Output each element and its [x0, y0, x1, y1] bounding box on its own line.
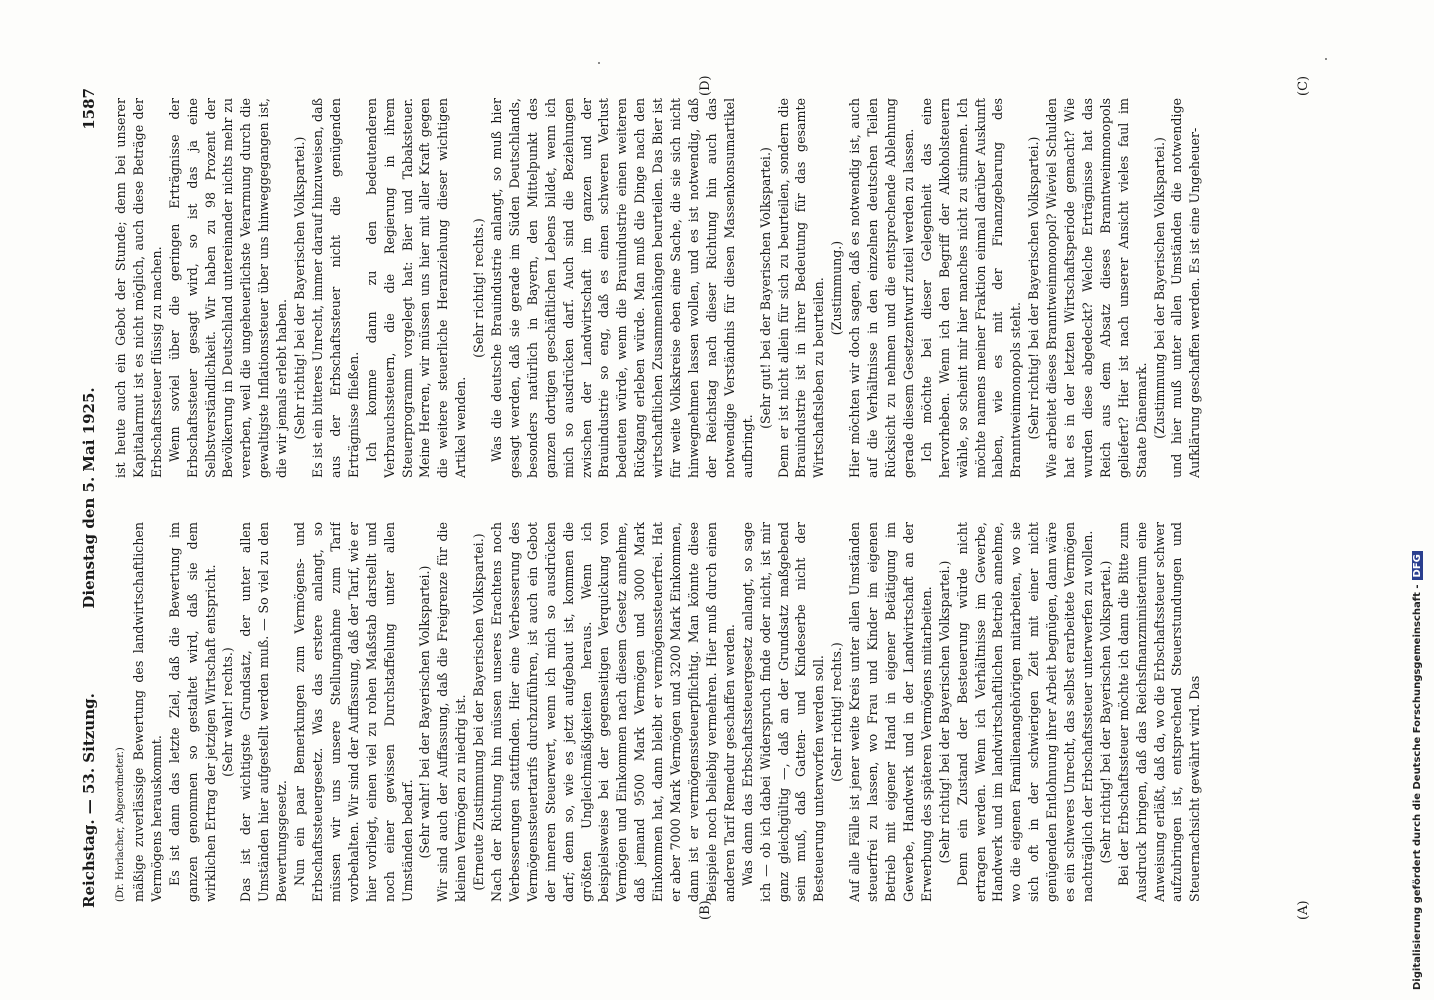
paragraph: Was dann das Erbschaftssteuergesetz anlangt, so sage ich — ob ich dabei Widerspruch finde oder nicht, ist mir ganz gleichgültig —, daß an der Grundsatz maßgebend sein muß, daß Gatten- und Kindeserbe nicht der Besteuerung unterworfen werden soll.: [739, 522, 827, 902]
paragraph: Was die deutsche Brauindustrie anlangt, so muß hier gesagt werden, daß sie gerade im Süden Deutschlands, besonders natürlich in Bayern, den Mittelpunkt des ganzen dortigen geschäftlichen Lebens bildet, wenn ich mich so ausdrücken darf. Auch sind die Beziehungen zwischen der Landwirtschaft im ganzen und der Brauindustrie so eng, daß es einen schweren Verlust bedeuten würde, wenn die Brauindustrie einen weiteren Rückgang erleben würde. Man muß die Dinge nach den wirtschaftlichen Zusammenhängen beurteilen. Das Bier ist für weite Volkskreise eben eine Sache, die sie sich nicht hinwegnehmen lassen wollen, und es ist notwendig, daß der Reichstag nach dieser Richtung hin auch das notwendige Verständnis für diesen Massenkonsumartikel aufbringt.: [489, 98, 755, 478]
rotated-page: [78, 75, 1358, 920]
paragraph: mäßige zuverlässige Bewertung des landwirtschaftlichen Vermögens herauskommt.: [130, 522, 164, 902]
interjection: (Sehr richtig! rechts.): [471, 218, 487, 358]
margin-mark-c: (C): [1296, 75, 1311, 96]
interjection: (Sehr richtig! bei der Bayerischen Volkspartei.): [1097, 560, 1113, 864]
paragraph: Wie arbeitet dieses Branntweinmonopol? Wieviel Schulden hat es in der letzten Wirtschaftsperiode gemacht? Wie wurden diese abgedeckt? Welche Erträgnisse hat das Reich aus dem Absatz dieses Branntweinmonopols geliefert? Hier ist nach unserer Ansicht vieles faul im Staate Dänemark.: [1044, 98, 1149, 478]
paragraph: Nun ein paar Bemerkungen zum Vermögens- und Erbschaftssteuergesetz. Was das erstere anlangt, so müssen wir uns unsere Stellungnahme zum Tarif vorbehalten. Wir sind der Auffassung, daß der Tarif, wie er hier vorliegt, einen viel zu rohen Maßstab darstellt und noch einer gewissen Durchstaffelung unter allen Umständen bedarf.: [292, 522, 415, 902]
text-column-right: [112, 98, 1332, 478]
margin-mark-b: (B): [698, 900, 713, 920]
paragraph: Nach der Richtung hin müssen unseres Erachtens noch Verbesserungen stattfinden. Hier eine Verbesserung des Vermögenssteuertarifs durchzuführen, ist auch ein Gebot der inneren Steuerwert, wenn ich mich so ausdrücken darf; denn so, wie es jetzt aufgebaut ist, kommen die größten Ungleichmäßigkeiten heraus. Wenn ich beispielsweise bei der gegenseitigen Verquickung von Vermögen und Einkommen nach diesem Gesetz annehme, daß jemand 9500 Mark Vermögen und 3000 Mark Einkommen hat, dann bleibt er vermögenssteuerfrei. Hat er aber 7000 Mark Vermögen und 3200 Mark Einkommen, dann ist er vermögenssteuerpflichtig. Man könnte diese Beispiele noch beliebig vermehren. Hier muß durch einen anderen Tarif Remedur geschaffen werden.: [489, 522, 737, 902]
paragraph: Ich möchte bei dieser Gelegenheit das eine hervorheben. Wenn ich den Begriff der Alkoholsteuern wähle, so scheint mir hier manches nicht zu stimmen. Ich möchte namens meiner Fraktion einmal darüber Auskunft haben, wie es mit der Finanzgebarung des Branntweinmonopols steht.: [918, 98, 1024, 478]
interjection: (Sehr richtig! rechts.): [829, 642, 845, 782]
page-number: 1587: [80, 88, 98, 130]
digitization-credit: [1412, 30, 1423, 990]
interjection: (Sehr richtig! bei der Bayerischen Volkspartei.): [292, 136, 308, 440]
paragraph: Wir sind auch der Auffassung, daß die Freigrenze für die kleinen Vermögen zu niedrig ist.: [435, 522, 469, 902]
paragraph: (Dr. Horlacher, Abgeordneter.): [115, 747, 126, 902]
text-column-left: [112, 522, 1332, 902]
interjection: (Sehr gut! bei der Bayerischen Volkspartei.): [757, 147, 773, 429]
scan-speck: [1325, 58, 1327, 60]
interjection: (Zustimmung.): [829, 240, 845, 336]
paragraph: Es ist ein bitteres Unrecht, immer darauf hinzuweisen, daß aus der Erbschaftssteuer nicht die genügenden Erträgnisse fließen.: [309, 98, 361, 478]
paragraph: und hier muß unter allen Umständen die notwendige Aufklärung geschaffen werden. Es ist eine Ungeheuer-: [1169, 98, 1203, 478]
page-header: [78, 78, 104, 918]
paragraph: Denn er ist nicht allein für sich zu beurteilen, sondern die Brauindustrie ist in ihrer Bedeutung für das gesamte Wirtschaftsleben zu beurteilen.: [775, 98, 827, 478]
paragraph: Ich komme dann zu den bedeutenderen Verbrauchssteuern, die die Regierung in ihrem Steuerprogramm vorgelegt hat: Bier und Tabaksteuer. Meine Herren, wir müssen uns hier mit aller Kraft gegen die weitere steuerliche Heranziehung dieser wichtigen Artikel wenden.: [363, 98, 469, 478]
header-left: Reichstag. — 53. Sitzung.: [80, 693, 98, 908]
paragraph: Bei der Erbschaftssteuer möchte ich dann die Bitte zum Ausdruck bringen, daß das Reichsfinanzministerium eine Anweisung erläßt, daß da, wo die Erbschaftssteuer schwer aufzubringen ist, entsprechend Steuerstundungen und Steuernachsicht gewährt wird. Das: [1115, 522, 1203, 902]
interjection: (Sehr richtig! bei der Bayerischen Volkspartei.): [1026, 136, 1042, 440]
paragraph: Wenn soviel über die geringen Erträgnisse der Erbschaftssteuer gesagt wird, so ist das ja eine Selbstverständlichkeit. Wir haben zu 98 Prozent der Bevölkerung in Deutschland untereinander nichts mehr zu vererben, weil die ungeheuerlichste Verarmung durch die gewaltigste Inflationssteuer über uns hinweggegangen ist, die wir jemals erlebt haben.: [166, 98, 290, 478]
paragraph: Das ist der wichtigste Grundsatz, der unter allen Umständen hier aufgestellt werden muß. — So viel zu den Bewertungsgesetz.: [238, 522, 290, 902]
paragraph: Hier möchten wir doch sagen, daß es notwendig ist, auch auf die Verhältnisse in den einzelnen deutschen Teilen Rücksicht zu nehmen und die entsprechende Ablehnung gerade diesem Gesetzentwurf zuteil werden zu lassen.: [847, 98, 916, 478]
margin-mark-a: (A): [1296, 900, 1311, 920]
interjection: (Sehr richtig! bei der Bayerischen Volkspartei.): [936, 560, 952, 864]
paragraph: Denn ein Zustand der Besteuerung würde nicht ertragen werden. Wenn ich Verhältnisse im Gewerbe, Handwerk und im landwirtschaftlichen Betrieb annehme, wo die eigenen Familienangehörigen mitarbeiten, wo sie sich oft in der schwierigen Zeit mit einer nicht genügenden Entlohnung ihrer Arbeit begnügen, dann wäre es ein schweres Unrecht, das selbst erarbeitete Vermögen nachträglich der Erbschaftssteuer unterwerfen zu wollen.: [954, 522, 1095, 902]
interjection: (Erneute Zustimmung bei der Bayerischen Volkspartei.): [471, 533, 487, 891]
dfg-note: Digitalisierung gefördert durch die Deutsche Forschungsgemeinschaft -: [1412, 584, 1423, 990]
interjection: (Sehr wahr! bei der Bayerischen Volkspartei.): [417, 565, 433, 859]
interjection: (Sehr wahr! rechts.): [220, 647, 236, 777]
dfg-logo: DFG: [1412, 551, 1423, 580]
paragraph: Auf alle Fälle ist jener weite Kreis unter allen Umständen steuerfrei zu lassen, wo Frau und Kinder im eigenen Betrieb mit eigener Hand in eigener Betätigung im Gewerbe, Handwerk und in der Landwirtschaft an der Erwerbung des späteren Vermögens mitarbeiten.: [847, 522, 934, 902]
paragraph: ist heute auch ein Gebot der Stunde; denn bei unserer Kapitalarmut ist es nicht möglich, auch diese Beträge der Erbschaftssteuer flüssig zu machen.: [113, 98, 164, 478]
header-center: Dienstag den 5. Mai 1925.: [80, 387, 98, 609]
interjection: (Zustimmung bei der Bayerischen Volkspartei.): [1151, 137, 1167, 439]
scan-speck: [598, 62, 600, 64]
margin-mark-d: (D): [698, 75, 713, 96]
paragraph: Es ist dann das letzte Ziel, daß die Bewertung im ganzen genommen so gestaltet wird, daß sie dem wirklichen Ertrag der jetzigen Wirtschaft entspricht.: [166, 522, 218, 902]
